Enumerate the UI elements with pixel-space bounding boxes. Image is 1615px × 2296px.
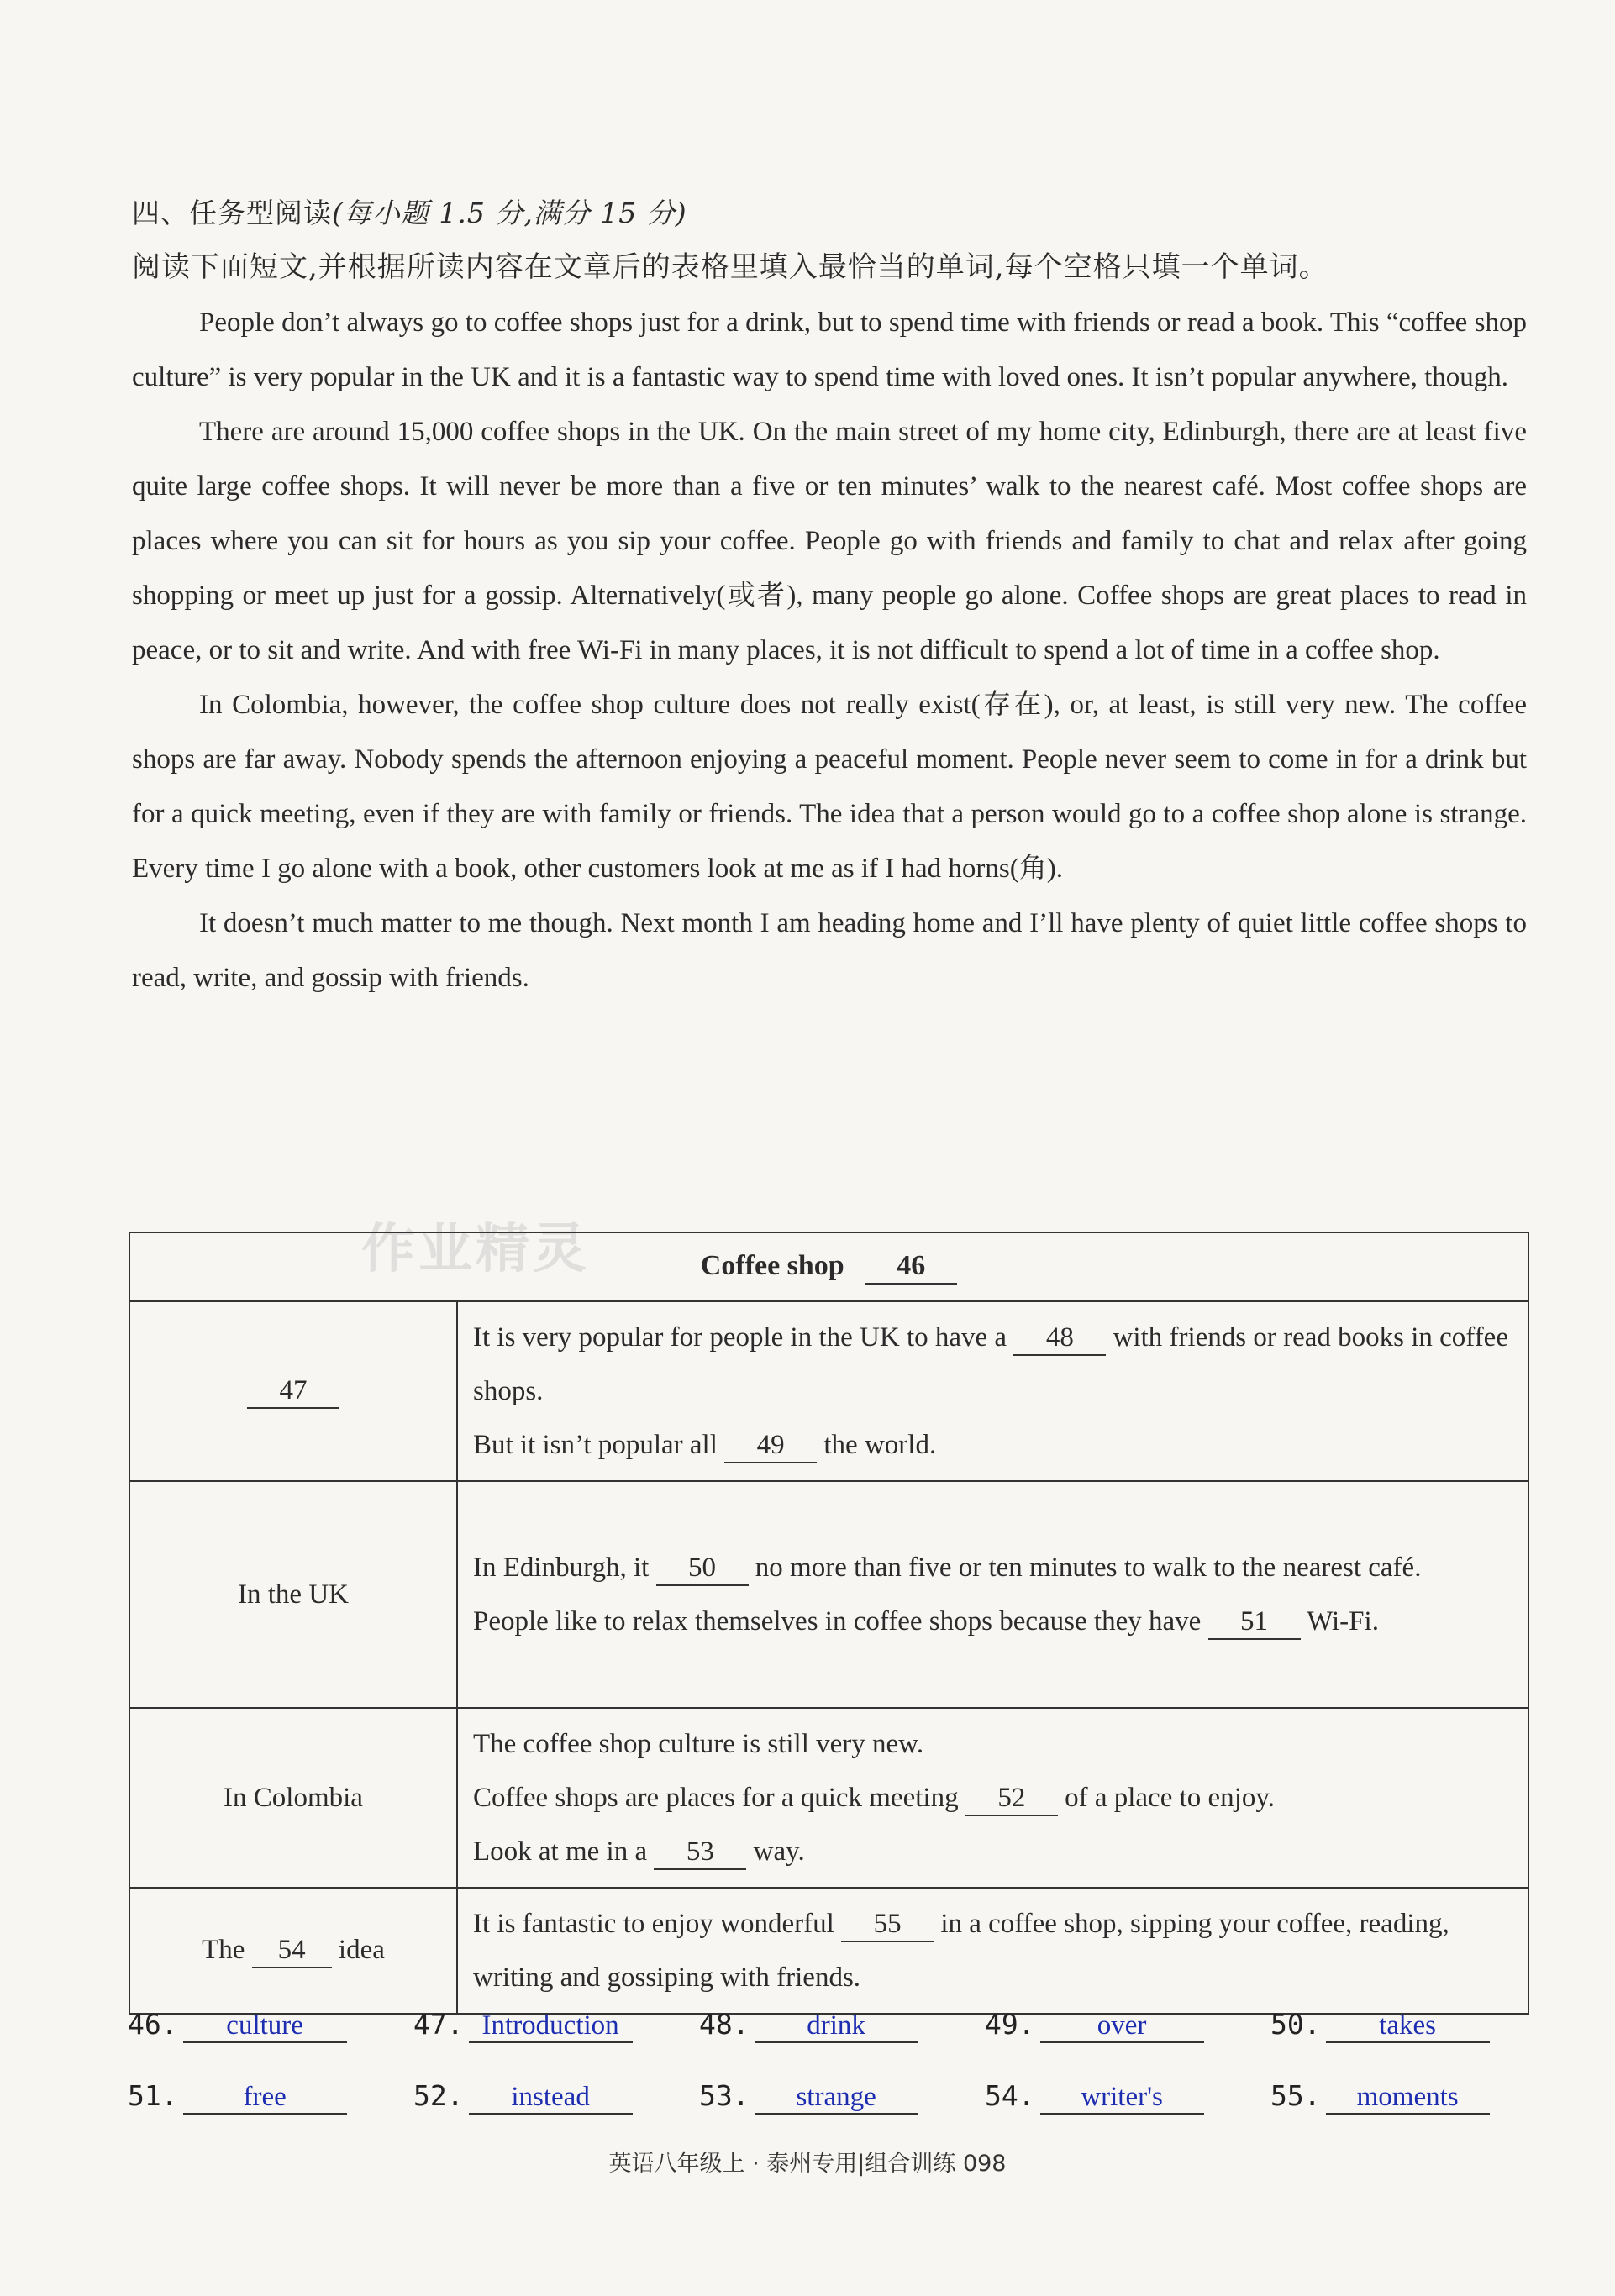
reading-passage: [132, 296, 1527, 1006]
answer-52[interactable]: 52. instead: [413, 2079, 665, 2115]
watermark-logo: 作业精灵: [361, 1218, 590, 1280]
table-header-text: Coffee shop: [700, 1250, 844, 1281]
section-score-note: (每小题 1.5 分,满分 15 分): [332, 197, 687, 229]
passage-paragraph: There are around 15,000 coffee shops in the UK. On the main street of my home city, Edinburgh, there are at least five quite large coffee shops. It will never be more than a five or ten minutes’ walk to the nearest café. Most coffee shops are places where you can sit for hours as you sip your coffee. People go with friends and family to chat and relax after going shopping or meet up just for a gossip. Alternatively(或者), many people go alone. Coffee shops are great places to read in peace, or to sit and write. And with free Wi-Fi in many places, it is not difficult to spend a lot of time in a coffee shop.: [132, 417, 1527, 665]
answer-row: [128, 2079, 1556, 2130]
blank-52: 52: [965, 1781, 1058, 1816]
answer-46[interactable]: 46. culture: [128, 2008, 380, 2043]
blank-48: 48: [1013, 1321, 1106, 1356]
passage-paragraph: People don’t always go to coffee shops just for a drink, but to spend time with friends or read a book. This “coffee shop culture” is very popular in the UK and it is a fantastic way to spend time with loved ones. It isn’t popular anywhere, though.: [132, 307, 1527, 392]
blank-54: 54: [252, 1933, 332, 1968]
table-header: [129, 1232, 1528, 1301]
table-row-content: It is fantastic to enjoy wonderful 55 in a coffee shop, sipping your coffee, reading, writing and gossiping with friends.: [457, 1888, 1528, 2014]
blank-51: 51: [1208, 1605, 1301, 1640]
answer-row: [128, 2008, 1556, 2058]
table-row-label: [129, 1301, 457, 1481]
blank-46: 46: [865, 1249, 957, 1285]
answer-55[interactable]: 55. moments: [1270, 2079, 1523, 2115]
summary-table: [129, 1232, 1529, 2015]
blank-50: 50: [656, 1551, 749, 1586]
blank-53: 53: [654, 1835, 746, 1870]
answer-50[interactable]: 50. takes: [1270, 2008, 1523, 2043]
table-row-content: The coffee shop culture is still very new. Coffee shops are places for a quick meeting 52 of a place to enjoy. Look at me in a 53 way.: [457, 1708, 1528, 1888]
answer-47[interactable]: 47. Introduction: [413, 2008, 665, 2043]
answer-49[interactable]: 49. over: [985, 2008, 1237, 2043]
passage-paragraph: In Colombia, however, the coffee shop culture does not really exist(存在), or, at least, is still very new. The coffee shops are far away. Nobody spends the afternoon enjoying a peaceful moment. People never seem to come in for a drink but for a quick meeting, even if they are with family or friends. The idea that a person would go to a coffee shop alone is strange. Every time I go alone with a book, other customers look at me as if I had horns(角).: [132, 690, 1527, 884]
section-title-text: 四、任务型阅读: [132, 197, 332, 229]
blank-55: 55: [841, 1907, 934, 1942]
blank-49: 49: [724, 1428, 817, 1463]
answer-54[interactable]: 54. writer's: [985, 2079, 1237, 2115]
table-row-label: In Colombia: [129, 1708, 457, 1888]
answer-51[interactable]: 51. free: [128, 2079, 380, 2115]
table-row-label: In the UK: [129, 1481, 457, 1708]
blank-47: 47: [247, 1374, 339, 1409]
instruction-text: 阅读下面短文,并根据所读内容在文章后的表格里填入最恰当的单词,每个空格只填一个单词。: [132, 250, 1328, 284]
passage-paragraph: It doesn’t much matter to me though. Next month I am heading home and I’ll have plenty of quiet little coffee shops to read, write, and gossip with friends.: [132, 908, 1527, 993]
answer-48[interactable]: 48. drink: [699, 2008, 951, 2043]
table-row-content: It is very popular for people in the UK to have a 48 with friends or read books in coffee shops. But it isn’t popular all 49 the world.: [457, 1301, 1528, 1481]
answer-53[interactable]: 53. strange: [699, 2079, 951, 2115]
page-footer: 英语八年级上 · 泰州专用|组合训练 098: [608, 2151, 1007, 2177]
section-title: [132, 192, 687, 231]
table-row-label: The 54 idea: [129, 1888, 457, 2014]
table-row-content: In Edinburgh, it 50 no more than five or ten minutes to walk to the nearest café. People like to relax themselves in coffee shops because they have 51 Wi-Fi.: [457, 1481, 1528, 1708]
